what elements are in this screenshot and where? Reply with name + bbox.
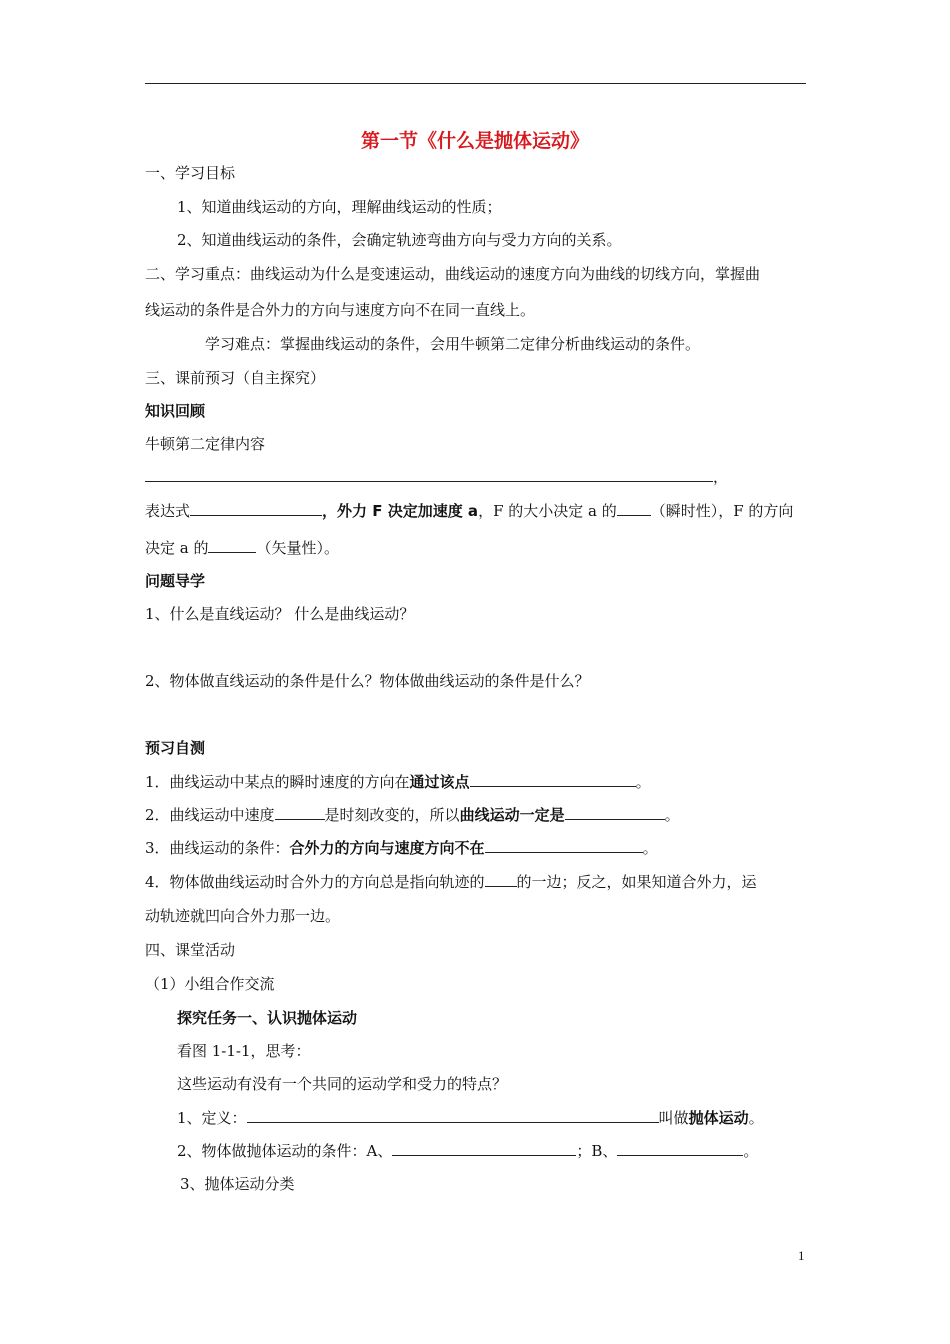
self-test-heading: 预习自测 bbox=[145, 739, 206, 757]
blank-2b[interactable] bbox=[565, 804, 665, 820]
page-title: 第一节《什么是抛体运动》 bbox=[360, 130, 589, 152]
group-discussion: （1）小组合作交流 bbox=[145, 975, 275, 993]
definition-line: 1、定义： 叫做抛体运动。 bbox=[177, 1109, 764, 1127]
blank-3[interactable] bbox=[485, 837, 643, 853]
comma: ， bbox=[713, 468, 729, 486]
instantaneity-blank[interactable] bbox=[617, 500, 651, 516]
expression-line: 表达式 ，外力 F 决定加速度 a，F 的大小决定 a 的 （瞬时性），F 的方向 bbox=[145, 502, 794, 520]
guide-question-2: 2、物体做直线运动的条件是什么？物体做曲线运动的条件是什么？ bbox=[145, 672, 590, 690]
key-points-line-2: 线运动的条件是合外力的方向与速度方向不在同一直线上。 bbox=[145, 301, 536, 319]
self-test-item-2: 2．曲线运动中速度 是时刻改变的，所以曲线运动一定是 。 bbox=[145, 806, 680, 824]
guide-heading: 问题导学 bbox=[145, 572, 206, 590]
blank-4[interactable] bbox=[485, 871, 517, 887]
self-test-item-3: 3．曲线运动的条件：合外力的方向与速度方向不在 。 bbox=[145, 839, 658, 857]
condition-b-blank[interactable] bbox=[617, 1140, 743, 1156]
self-test-item-4-cont: 动轨迹就凹向合外力那一边。 bbox=[145, 907, 341, 925]
definition-blank[interactable] bbox=[247, 1107, 659, 1123]
self-test-item-1: 1．曲线运动中某点的瞬时速度的方向在通过该点 。 bbox=[145, 773, 651, 791]
self-test-item-4: 4．物体做曲线运动时合外力的方向总是指向轨迹的 的一边；反之，如果知道合外力，运 bbox=[145, 873, 757, 891]
difficulty-line: 学习难点：掌握曲线运动的条件，会用牛顿第二定律分析曲线运动的条件。 bbox=[205, 335, 701, 353]
section-3-heading: 三、课前预习（自主探究） bbox=[145, 369, 326, 387]
see-figure: 看图 1-1-1，思考： bbox=[177, 1042, 311, 1060]
objective-1: 1、知道曲线运动的方向，理解曲线运动的性质； bbox=[177, 198, 502, 216]
common-feature-question: 这些运动有没有一个共同的运动学和受力的特点？ bbox=[177, 1075, 508, 1093]
section-4-heading: 四、课堂活动 bbox=[145, 941, 236, 959]
guide-question-1: 1、什么是直线运动？ 什么是曲线运动？ bbox=[145, 605, 415, 623]
blank-1[interactable] bbox=[470, 771, 636, 787]
blank-2a[interactable] bbox=[275, 804, 325, 820]
key-points-line-1: 二、学习重点：曲线运动为什么是变速运动，曲线运动的速度方向为曲线的切线方向，掌握曲 bbox=[145, 265, 761, 283]
condition-a-blank[interactable] bbox=[392, 1140, 576, 1156]
newton-law-blank-line bbox=[145, 466, 728, 487]
review-heading: 知识回顾 bbox=[145, 402, 206, 420]
classification-line: 3、抛体运动分类 bbox=[180, 1175, 295, 1193]
expression-blank[interactable] bbox=[190, 500, 322, 516]
header-rule bbox=[145, 83, 806, 84]
expression-line-2: 决定 a 的 （矢量性）。 bbox=[145, 539, 339, 557]
objective-2: 2、知道曲线运动的条件，会确定轨迹弯曲方向与受力方向的关系。 bbox=[177, 231, 622, 249]
condition-line: 2、物体做抛体运动的条件：A、 ；B、 。 bbox=[177, 1142, 759, 1160]
section-1-heading: 一、学习目标 bbox=[145, 164, 236, 182]
answer-blank[interactable] bbox=[145, 466, 713, 482]
newton-law-label: 牛顿第二定律内容 bbox=[145, 435, 266, 453]
task-1-heading: 探究任务一、认识抛体运动 bbox=[177, 1009, 358, 1027]
vector-blank[interactable] bbox=[208, 537, 256, 553]
page-number: 1 bbox=[798, 1248, 805, 1263]
